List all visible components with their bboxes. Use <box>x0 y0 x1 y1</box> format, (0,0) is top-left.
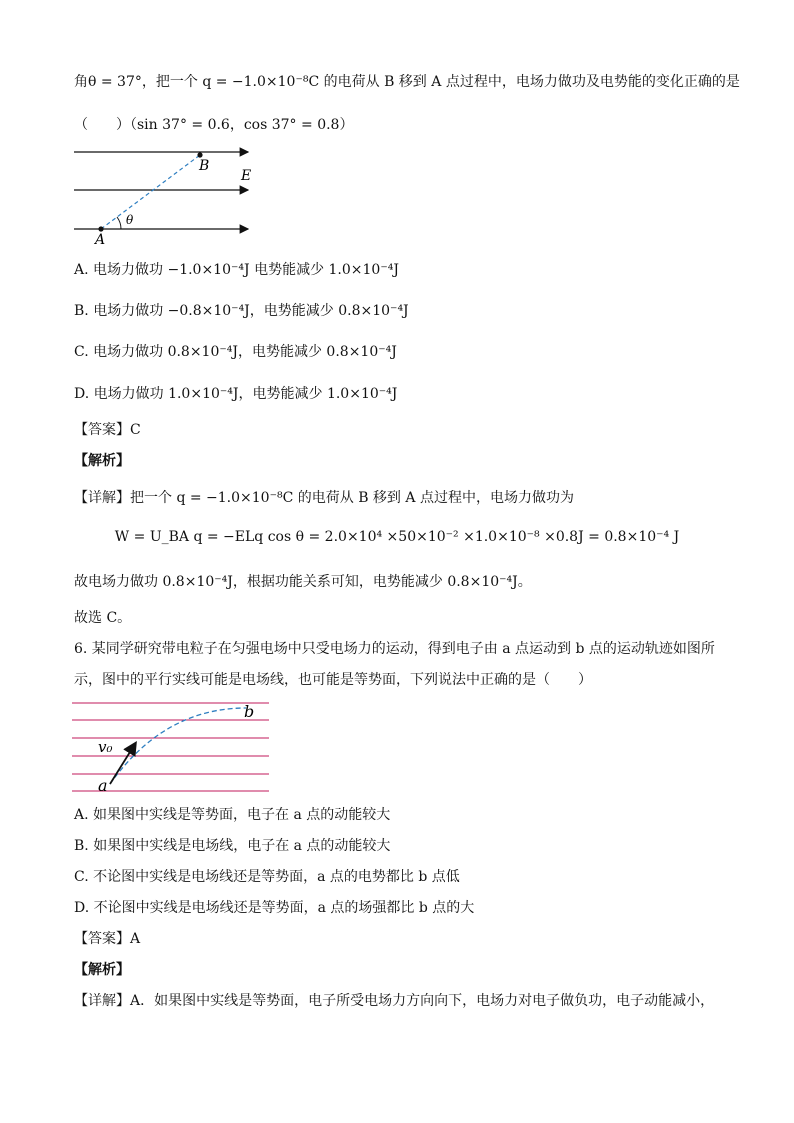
q6-detail: 【详解】A．如果图中实线是等势面，电子所受电场力方向向下，电场力对电子做负功，电子动能减小， <box>74 993 715 1009</box>
q5-formula: W = U_BA q = −ELq cos θ = 2.0×10⁴ ×50×10⁻² ×1.0×10⁻⁸ ×0.8J = 0.8×10⁻⁴ J <box>114 529 680 545</box>
q6-option-d: D. 不论图中实线是电场线还是等势面，a 点的场强都比 b 点的大 <box>74 900 475 916</box>
q5-option-d: D. 电场力做功 1.0×10⁻⁴J，电势能减少 1.0×10⁻⁴J <box>74 386 398 402</box>
trajectory-curve <box>110 708 246 784</box>
label-theta: θ <box>126 213 134 227</box>
q5-option-c: C. 电场力做功 0.8×10⁻⁴J，电势能减少 0.8×10⁻⁴J <box>74 344 397 360</box>
q5-option-a: A. 电场力做功 −1.0×10⁻⁴J 电势能减少 1.0×10⁻⁴J <box>74 262 399 278</box>
q6-stem-line1: 6. 某同学研究带电粒子在匀强电场中只受电场力的运动，得到电子由 a 点运动到 b 点的运动轨迹如图所 <box>74 641 715 657</box>
label-E: E <box>241 168 252 184</box>
point-A <box>98 226 103 231</box>
label-v0: v₀ <box>98 738 113 756</box>
q6-trajectory-figure <box>72 698 270 794</box>
q5-stem-line1: 角θ = 37°，把一个 q = −1.0×10⁻⁸C 的电荷从 B 移到 A 点过程中，电场力做功及电势能的变化正确的是 <box>74 74 740 90</box>
q6-stem-line2: 示，图中的平行实线可能是电场线，也可能是等势面，下列说法中正确的是（ ） <box>74 672 592 688</box>
segment-AB <box>101 155 200 229</box>
q6-option-b: B. 如果图中实线是电场线，电子在 a 点的动能较大 <box>74 838 391 854</box>
q6-analysis-heading: 【解析】 <box>74 962 130 978</box>
q6-answer: 【答案】A <box>74 931 141 947</box>
q5-field-figure <box>70 140 260 248</box>
q5-analysis-heading: 【解析】 <box>74 453 130 469</box>
velocity-arrow <box>110 744 135 784</box>
label-b: b <box>244 702 255 721</box>
label-B: B <box>199 158 210 174</box>
q5-stem-line2: （ ）（sin 37° = 0.6，cos 37° = 0.8） <box>74 117 354 133</box>
q5-option-b: B. 电场力做功 −0.8×10⁻⁴J，电势能减少 0.8×10⁻⁴J <box>74 303 409 319</box>
q6-option-a: A. 如果图中实线是等势面，电子在 a 点的动能较大 <box>74 807 391 823</box>
q5-conclusion: 故电场力做功 0.8×10⁻⁴J，根据功能关系可知，电势能减少 0.8×10⁻⁴J。 <box>74 574 532 590</box>
q5-detail: 【详解】把一个 q = −1.0×10⁻⁸C 的电荷从 B 移到 A 点过程中，电场力做功为 <box>74 490 574 506</box>
q5-choice: 故选 C。 <box>74 610 132 626</box>
label-a: a <box>98 776 108 794</box>
angle-arc <box>117 217 121 229</box>
label-A: A <box>95 232 106 248</box>
q6-option-c: C. 不论图中实线是电场线还是等势面，a 点的电势都比 b 点低 <box>74 869 460 885</box>
point-B <box>197 152 202 157</box>
q5-answer: 【答案】C <box>74 422 141 438</box>
